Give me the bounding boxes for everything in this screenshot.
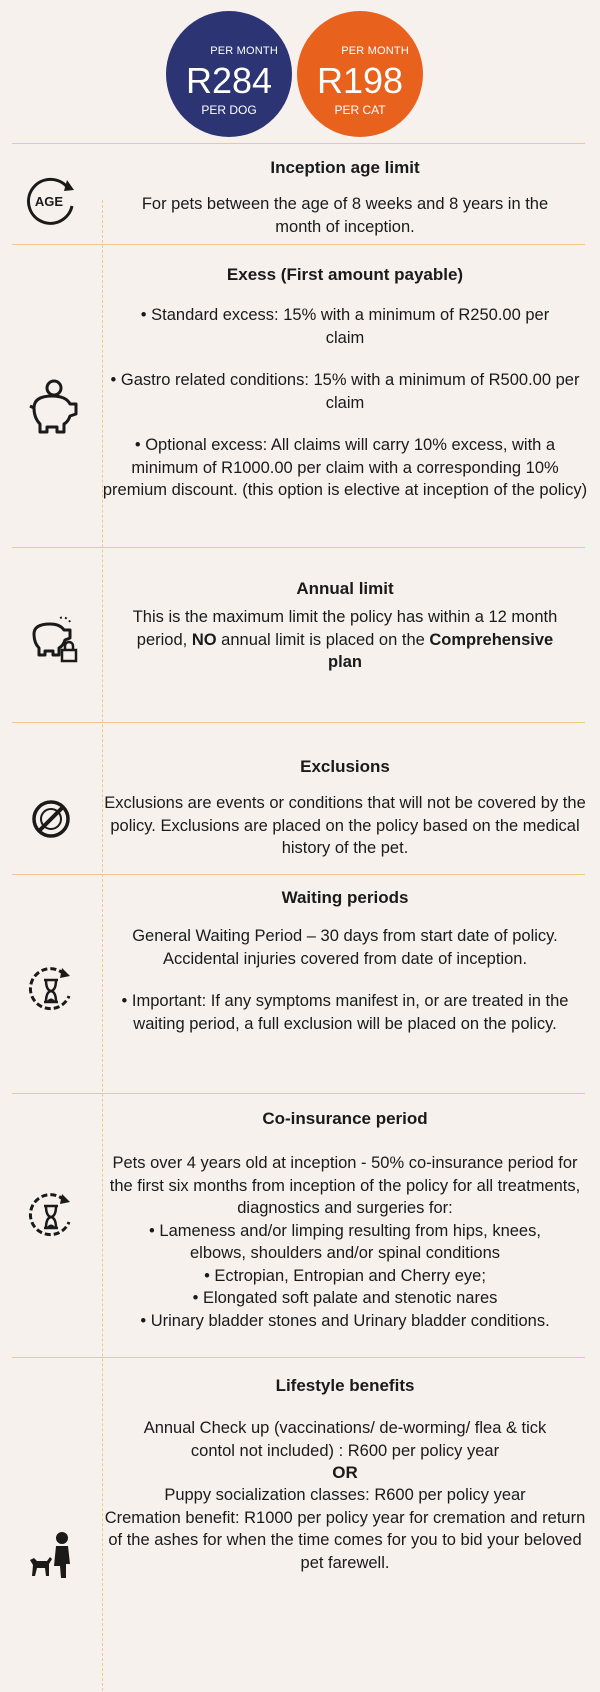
annual-limit-text bbox=[100, 606, 590, 674]
piggy-lock-icon bbox=[20, 606, 82, 668]
dog-per-month-label: PER MONTH bbox=[210, 45, 278, 57]
annual-limit-text-1: This is the maximum limit the policy has within a 12 month period, bbox=[132, 608, 558, 649]
lifestyle-text-cremation: Cremation benefit: R1000 per policy year for cremation and return of the ashes for when the time comes for you to bid your beloved pet farewell. bbox=[104, 1508, 586, 1572]
excess-item-optional: • Optional excess: All claims will carry 10% excess, with a minimum of R1000.00 per claim with a corresponding 10% premium discount. (this option is elective at inception of the policy) bbox=[102, 436, 588, 499]
excess-title: Exess (First amount payable) bbox=[226, 265, 464, 284]
annual-limit-plan: Comprehensive plan bbox=[328, 630, 554, 671]
waiting-content bbox=[100, 887, 590, 1035]
lifestyle-or: OR bbox=[332, 1463, 358, 1482]
cat-per-month-label: PER MONTH bbox=[341, 45, 409, 57]
hourglass-timer-icon bbox=[20, 960, 82, 1022]
dog-per-label: PER DOG bbox=[201, 103, 257, 117]
coinsurance-item-palate: • Elongated soft palate and stenotic nares bbox=[192, 1289, 498, 1307]
annual-limit-content bbox=[100, 578, 590, 674]
annual-limit-no: NO bbox=[191, 630, 217, 649]
excess-item-gastro: • Gastro related conditions: 15% with a minimum of R500.00 per claim bbox=[110, 371, 580, 412]
coinsurance-intro: Pets over 4 years old at inception - 50% co-insurance period for the first six months from inception of the policy for all treatments, diagnostics and surgeries for: bbox=[109, 1154, 581, 1217]
inception-text: For pets between the age of 8 weeks and 8 years in the month of inception. bbox=[141, 195, 549, 236]
cat-price: R198 bbox=[316, 60, 404, 101]
annual-limit-text-2: annual limit is placed on the bbox=[216, 630, 430, 649]
exclusions-content bbox=[100, 756, 590, 860]
cat-per-label: PER CAT bbox=[334, 103, 386, 117]
exclusions-text: Exclusions are events or conditions that will not be covered by the policy. Exclusions are placed on the policy based on the medical history of the pet. bbox=[104, 794, 586, 857]
exclusions-title: Exclusions bbox=[300, 757, 390, 776]
person-with-dog-icon bbox=[20, 1522, 82, 1584]
cat-price-badge bbox=[297, 11, 423, 137]
prohibited-icon bbox=[20, 788, 82, 850]
coinsurance-item-eye: • Ectropian, Entropian and Cherry eye; bbox=[204, 1266, 486, 1285]
excess-item-standard: • Standard excess: 15% with a minimum of R250.00 per claim bbox=[140, 306, 550, 347]
inception-title: Inception age limit bbox=[270, 158, 420, 177]
price-badges bbox=[0, 0, 600, 155]
excess-content bbox=[100, 264, 590, 502]
waiting-text-important: • Important: If any symptoms manifest in, or are treated in the waiting period, a full exclusion will be placed on the policy. bbox=[121, 992, 569, 1033]
lifestyle-text-puppy: Puppy socialization classes: R600 per policy year bbox=[164, 1486, 526, 1504]
coinsurance-item-bladder: • Urinary bladder stones and Urinary bladder conditions. bbox=[140, 1311, 550, 1330]
age-icon-text: AGE bbox=[34, 194, 64, 209]
dog-price: R284 bbox=[185, 60, 273, 101]
dog-price-badge bbox=[166, 11, 292, 137]
lifestyle-text-checkup: Annual Check up (vaccinations/ de-worming/ flea & tick contol not included) : R600 per policy year bbox=[143, 1419, 547, 1460]
lifestyle-content bbox=[100, 1375, 590, 1574]
hourglass-timer-icon bbox=[20, 1186, 82, 1248]
coinsurance-content bbox=[100, 1108, 590, 1332]
lifestyle-title: Lifestyle benefits bbox=[275, 1376, 415, 1395]
age-icon bbox=[20, 170, 82, 232]
waiting-title: Waiting periods bbox=[281, 888, 409, 907]
inception-content bbox=[100, 157, 590, 238]
annual-limit-title: Annual limit bbox=[296, 579, 394, 598]
coinsurance-title: Co-insurance period bbox=[262, 1109, 428, 1128]
piggy-bank-icon bbox=[20, 376, 82, 438]
waiting-text-general: General Waiting Period – 30 days from start date of policy. Accidental injuries covered from date of inception. bbox=[132, 927, 558, 968]
coinsurance-item-lameness: • Lameness and/or limping resulting from hips, knees, elbows, shoulders and/or spinal conditions bbox=[149, 1221, 541, 1262]
